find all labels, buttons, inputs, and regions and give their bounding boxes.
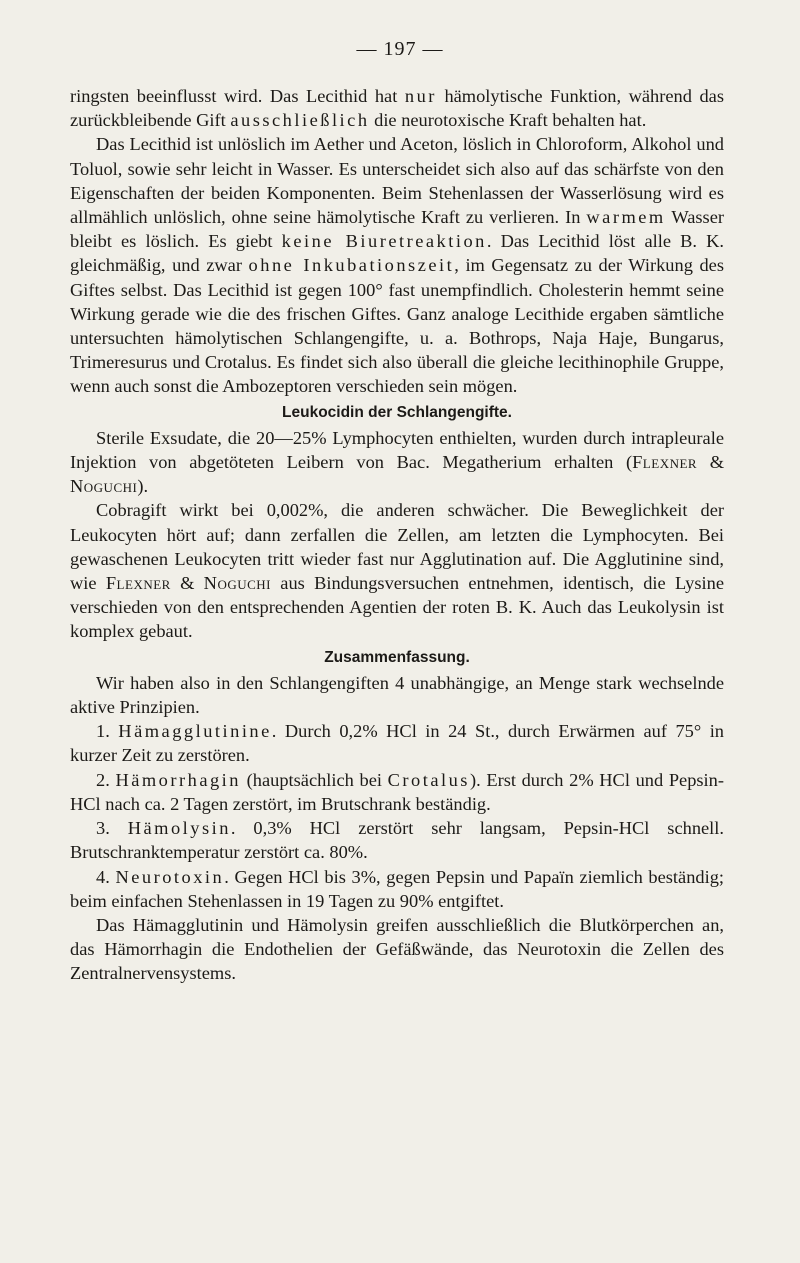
- paragraph: [70, 498, 724, 643]
- text-run: Sterile Exsudate, die 20—25% Lymphocyten enthielten, wurden durch intrapleurale Injektion von abgetöteten Leibern von Bac. Megatherium erhalten (: [70, 427, 724, 473]
- text-run: Das Lecithid ist unlöslich im Aether und Aceton, löslich in Chloroform, Alkohol und Toluol, sowie sehr leicht in Wasser. Es unterscheidet sich also auf das schärfste von den Eigenschaften der beiden Komponenten. Beim Stehenlassen der Wasserlösung wird es allmählich unlöslich, ohne seine hämolytische Kraft zu verlieren. In: [70, 134, 724, 228]
- spaced-emphasis-text: ohne Inkubationszeit: [248, 255, 455, 276]
- section-heading: [70, 401, 724, 425]
- spaced-emphasis-text: nur: [404, 86, 437, 106]
- paragraph: [70, 865, 724, 913]
- paragraph: [70, 719, 724, 767]
- section-heading: [70, 646, 724, 670]
- text-run: . 0,3% HCl zerstört sehr langsam, Pepsin-HCl schnell. Brutschranktemperatur zerstört ca. 80%.: [70, 818, 725, 863]
- text-run: 3.: [96, 818, 128, 839]
- text-run: (hauptsächlich bei: [241, 769, 388, 790]
- text-run: Cobragift wirkt bei 0,002%, die anderen schwächer. Die Beweglichkeit der Leukocyten hört auf; dann zerfallen die Zellen, am letzten die Lymphocyten. Bei gewaschenen Leukocyten tritt wieder fast nur Agglutination auf. Die Agglutinine sind, wie: [70, 500, 724, 594]
- spaced-emphasis-text: keine Biuretreaktion: [281, 231, 487, 252]
- text-run: Das Hämagglutinin und Hämolysin greifen ausschließlich die Blutkörperchen an, das Hämorrhagin die Endothelien der Gefäßwände, das Neurotoxin die Zellen des Zentralnervensystems.: [70, 914, 724, 984]
- page-number-header: — 197 —: [356, 38, 444, 60]
- spaced-emphasis-text: Hämorrhagin: [115, 769, 241, 790]
- paragraph: [70, 913, 724, 986]
- spaced-emphasis-text: Crotalus: [387, 769, 470, 790]
- text-run: hämolytische Funktion, während das zurückbleibende Gift: [70, 86, 724, 131]
- text-run: 1.: [96, 721, 119, 742]
- text-run: aus Bindungsversuchen entnehmen, identisch, die Lysine verschieden von den entsprechenden Agentien der roten B. K. Auch das Leukolysin ist komplex gebaut.: [70, 573, 724, 642]
- page-body-text: [70, 84, 724, 986]
- text-run: Zusammenfassung.: [324, 648, 470, 666]
- author-name: Flexner: [632, 452, 698, 473]
- text-run: Wir haben also in den Schlangengiften 4 unabhängige, an Menge stark wechselnde aktive Prinzipien.: [70, 672, 724, 718]
- text-run: 4.: [96, 866, 116, 887]
- text-run: , im Gegensatz zu der Wirkung des Giftes selbst. Das Lecithid ist gegen 100° fast unempfindlich. Cholesterin hemmt seine Wirkung gerade wie die des frischen Giftes. Ganz analoge Lecithide ergaben sämtliche untersuchten hämolytischen Schlangengifte, u. a. Bothrops, Naja Haje, Bungarus, Trimeresurus und Crotalus. Es findet sich also überall die gleiche lecithinophile Gruppe, wenn auch sonst die Ambozeptoren verschieden sein mögen.: [70, 255, 724, 397]
- paragraph: [70, 132, 724, 398]
- paragraph: [70, 816, 724, 864]
- text-run: . Durch 0,2% HCl in 24 St., durch Erwärmen auf 75° in kurzer Zeit zu zerstören.: [70, 721, 724, 766]
- text-run: Leukocidin der Schlangengifte.: [282, 403, 512, 421]
- text-run: . Das Lecithid löst alle B. K. gleichmäßig, und zwar: [70, 231, 724, 276]
- text-run: ).: [137, 476, 149, 497]
- text-run: ). Erst durch 2% HCl und Pepsin-HCl nach ca. 2 Tagen zerstört, im Brutschrank beständig.: [70, 769, 724, 814]
- text-run: Wasser bleibt es löslich. Es giebt: [70, 207, 725, 252]
- paragraph: [70, 768, 724, 816]
- paragraph: [70, 426, 724, 499]
- text-run: die neurotoxische Kraft behalten hat.: [369, 110, 647, 131]
- author-name: Flexner: [105, 573, 171, 594]
- spaced-emphasis-text: Hämagglutinine: [118, 721, 272, 742]
- spaced-emphasis-text: Hämolysin: [127, 818, 231, 839]
- text-run: ringsten beeinflusst wird. Das Lecithid hat: [70, 86, 405, 106]
- text-run: &: [697, 452, 725, 473]
- text-run: &: [170, 573, 204, 594]
- spaced-emphasis-text: warmem: [586, 207, 666, 228]
- paragraph: [70, 671, 724, 719]
- author-name: Noguchi: [70, 476, 138, 497]
- text-run: . Gegen HCl bis 3%, gegen Pepsin und Papaïn ziemlich beständig; beim einfachen Stehenlassen in 19 Tagen zu 90% entgiftet.: [70, 866, 725, 911]
- paragraph: [70, 84, 724, 132]
- text-run: 2.: [96, 769, 116, 790]
- author-name: Noguchi: [203, 573, 272, 594]
- spaced-emphasis-text: ausschließlich: [230, 110, 370, 131]
- spaced-emphasis-text: Neurotoxin: [115, 866, 225, 887]
